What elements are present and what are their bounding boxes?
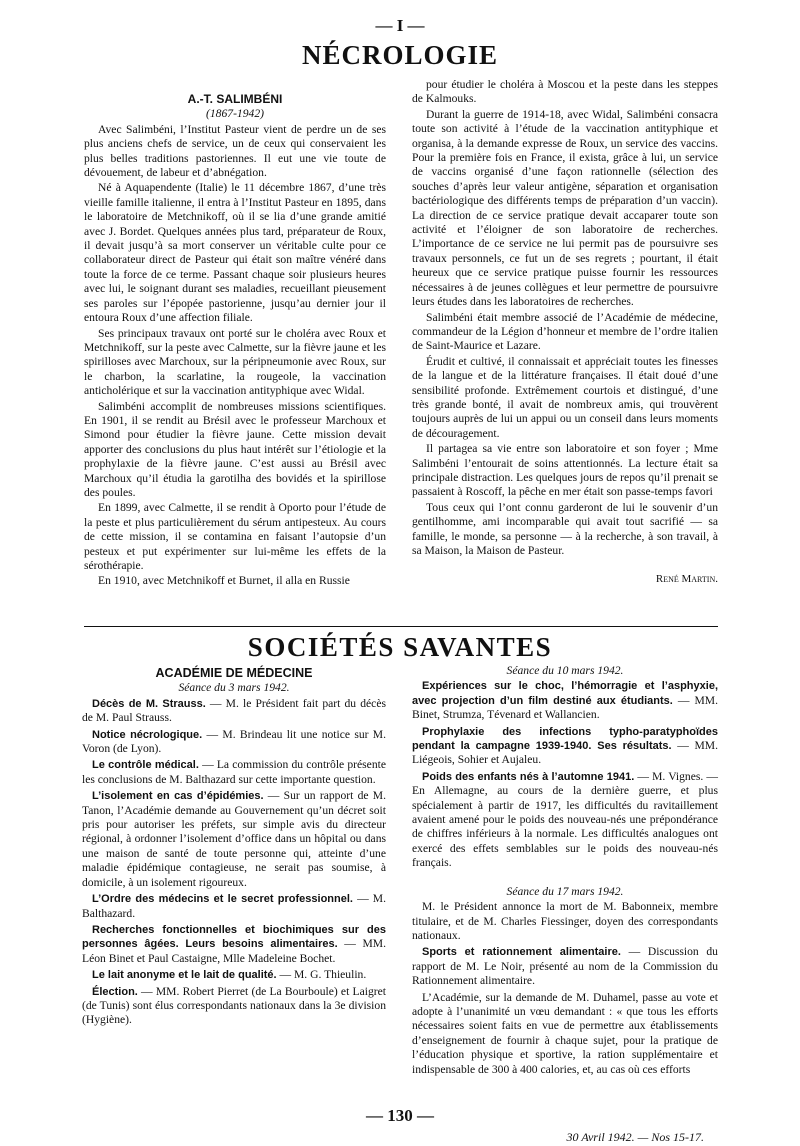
entry-title: Recherches fonctionnelles et biochimiques sur des personnes âgées. Leurs besoins alimentaires.: [82, 923, 386, 951]
entry-title: Expériences sur le choc, l’hémorragie et l’asphyxie, avec projection d’un film destiné aux étudiants.: [412, 680, 718, 707]
session-entry: [82, 968, 386, 982]
necrology-paragraphs-continued: [412, 78, 718, 558]
issue-date: 30 Avril 1942. — Nos 15-17.: [566, 1130, 704, 1144]
section-title-societes: SOCIÉTÉS SAVANTES: [247, 632, 553, 662]
section-title-necrologie: NÉCROLOGIE: [301, 40, 499, 70]
session-entries: [412, 900, 718, 1077]
session-entry: [412, 900, 718, 943]
entry-text: — MM. Binet, Strumza, Tévenard et Wallancien.: [412, 693, 718, 722]
session-entry: [412, 991, 718, 1077]
session-entry: [82, 892, 386, 921]
session-entry: [82, 758, 386, 787]
session-entry: [82, 985, 386, 1028]
entry-text: — MM. Léon Binet et Paul Castaigne, Mlle Madeleine Bochet.: [82, 937, 386, 965]
session-entry: [82, 728, 386, 757]
page-mark: — I —: [375, 16, 425, 35]
session-heading: Séance du 17 mars 1942.: [506, 884, 624, 898]
entry-text: — MM. Liégeois, Sohier et Aujaleu.: [412, 739, 718, 767]
paragraph: Salimbéni était membre associé de l’Académie de médecine, commandeur de la Légion d’honneur et membre de l’ordre italien de Saint-Maurice et Lazare.: [412, 310, 718, 353]
paragraph: Durant la guerre de 1914-18, avec Widal, Salimbéni consacra toute son activité à l’étude de la vaccination antityphique et organisa, à la demande expresse de Roux, un service des vaccins. Pour la première fois en France, il exista, grâce à lui, un service de vaccins organisé d’une façon rationnelle (sélection des souches d’après leur valeur antigène, séparation et organisation bactériologique des différents temps de préparation d’un vaccin). La direction de ce service pratique devait accaparer toute son activité et l’éloigner de son laboratoire de recherches. L’importance de ce service ne lui permit pas de poursuivre ses travaux personnels, ce fut un de ses regrets ; pourtant, il était heureux que ce service pratique puisse fournir les ressources nécessaires à de jeunes collègues et leur permettre de poursuivre leurs études dans les laboratoires de recherches.: [412, 107, 718, 309]
entry-text: M. le Président annonce la mort de M. Babonneix, membre titulaire, et de M. Charles Fiessinger, doyen des correspondants nationaux.: [412, 900, 718, 942]
session-entry: [82, 923, 386, 966]
entry-title: Prophylaxie des infections typho-paratyphoïdes pendant la campagne 1939-1940. Ses résultats.: [412, 725, 718, 753]
necrology-right-column: [412, 78, 718, 587]
paragraph: Tous ceux qui l’ont connu garderont de lui le souvenir d’un gentilhomme, ami incomparable qui avait tout sacrifié — sa famille, le monde, sa personne — à la recherche, à son travail, à sa Maison, la Maison de Pasteur.: [412, 500, 718, 557]
entry-title: Notice nécrologique.: [92, 728, 203, 741]
entry-text: — Sur un rapport de M. Tanon, l’Académie demande au Gouvernement qu’un décret soit pris pour autoriser les préfets, sur simple avis du directeur régional, à ordonner l’isolement d’office dans un hôpital ou dans une maison de santé de toute personne qui, atteinte d’une maladie épidémique contagieuse, ne serait pas soumise, à domicile, à un isolement rigoureux.: [82, 789, 386, 889]
entry-title: Sports et rationnement alimentaire.: [422, 946, 621, 959]
signature: René Martin.: [655, 573, 718, 586]
session-entries: [82, 697, 386, 1028]
entry-title: Le lait anonyme et le lait de qualité.: [92, 969, 277, 982]
session-entry: [412, 725, 718, 768]
paragraph: Ses principaux travaux ont porté sur le choléra avec Roux et Metchnikoff, sur la peste avec Calmette, sur la fièvre jaune et les spirilloses avec Marchoux, sur la péripneumonie avec Roux, sur le charbon, la scarlatine, la rougeole, la vaccination anticholérique et sur la vaccination antityphique avec Widal.: [84, 326, 386, 398]
article-dates: (1867-1942): [206, 107, 264, 121]
entry-title: Élection.: [92, 985, 138, 998]
entry-text: — M. le Président fait part du décès de M. Paul Strauss.: [82, 696, 386, 725]
session-entry: [412, 679, 718, 722]
necrology-paragraphs: [84, 123, 386, 589]
entry-text: — M. G. Thieulin.: [276, 968, 367, 982]
session-entry: [412, 770, 718, 871]
entry-text: — Discussion du rapport de M. Le Noir, présenté au nom de la Commission du Rationnement alimentaire.: [412, 945, 718, 988]
article-title: A.-T. SALIMBÉNI: [187, 92, 283, 106]
paragraph: pour étudier le choléra à Moscou et la peste dans les steppes de Kalmouks.: [412, 78, 718, 106]
session-entry: [412, 945, 718, 988]
session-heading: Séance du 3 mars 1942.: [178, 681, 290, 695]
necrology-left-column: [84, 92, 386, 590]
entry-title: Poids des enfants nés à l’automne 1941.: [422, 770, 635, 783]
session-entry: [82, 697, 386, 726]
paragraph: Il partagea sa vie entre son laboratoire et son foyer ; Mme Salimbéni l’entourait de soins attentionnés. La lecture était sa principale distraction. Les quelques jours de repos qu’il prenait se passaient à Roscoff, la pêche en mer était son passe-temps favori: [412, 442, 718, 499]
entry-text: — M. Vignes. — En Allemagne, au cours de la dernière guerre, et plus spécialement à partir de 1917, les difficultés du ravitaillement avaient amené pour le poids des nouveau-nés une prépondérance de chiffres inférieurs à la normale. Les difficultés analogues ont exercé des effets semblables sur le poids des nouveau-nés français.: [412, 769, 718, 870]
entry-text: — MM. Robert Pierret (de La Bourboule) et Laigret (de Tunis) sont élus correspondants nationaux dans la 3e division (Hygiène).: [82, 984, 386, 1027]
paragraph: Salimbéni accomplit de nombreuses missions scientifiques. En 1901, il se rendit au Brésil avec le professeur Marchoux et Simond pour étudier la fièvre jaune. Cette mission devait apporter des conclusions du plus haut intérêt sur l’étiologie et la prophylaxie de la fièvre jaune. C’est aussi au Brésil avec Marchoux qu’il étudia la garotilha des bovidés et la spirillose des poules.: [84, 399, 386, 499]
entry-text: — La commission du contrôle présente les conclusions de M. Balthazard sur cette importante question.: [82, 758, 386, 786]
academy-heading: ACADÉMIE DE MÉDECINE: [155, 666, 313, 680]
session-entries: [412, 679, 718, 870]
societies-left-column: [82, 666, 386, 1030]
session-entry: [82, 789, 386, 890]
entry-text: L’Académie, sur la demande de M. Duhamel, passe au vote et adopte à l’unanimité un vœu demandant : « que tous les efforts nécessaires soient faits en vue de permettre aux établissements d’enseignement de fournir à chaque sujet, pour la pratique de l’éducation physique et sportive, la ration supplémentaire et indispensable de 300 à 400 calories, et, au cas où ces efforts: [412, 990, 718, 1076]
paragraph: En 1910, avec Metchnikoff et Burnet, il alla en Russie: [98, 574, 350, 588]
entry-title: Le contrôle médical.: [92, 759, 199, 772]
entry-title: L’Ordre des médecins et le secret professionnel.: [92, 893, 353, 906]
session-heading: Séance du 10 mars 1942.: [506, 664, 624, 677]
entry-title: L’isolement en cas d’épidémies.: [92, 790, 264, 803]
entry-text: — M. Balthazard.: [82, 892, 386, 920]
paragraph: En 1899, avec Calmette, il se rendit à Oporto pour l’étude de la peste et plus particulièrement du sérum antipesteux. Au cours de cette mission, il se contamina en faisant l’autopsie d’un pesteux et put expérimenter sur lui-même les effets de la sérothérapie.: [84, 501, 386, 572]
societies-right-column: [412, 664, 718, 1079]
section-divider: [84, 626, 718, 627]
paragraph: Avec Salimbéni, l’Institut Pasteur vient de perdre un de ses plus anciens chefs de service, un de ceux qui conservaient les plus belles traditions pastoriennes. Il eut une vie toute de dévouement, de labeur et d’abnégation.: [84, 122, 386, 180]
paragraph: Né à Aquapendente (Italie) le 11 décembre 1867, d’une très vieille famille italienne, il entra à l’Institut Pasteur en 1895, dans le laboratoire de Metchnikoff, où il se lia d’une grande amitié avec J. Bordet. Quelques années plus tard, préparateur de Roux, il devait jusqu’à sa mort conserver un véritable culte pour ce collaborateur direct de Pasteur qui était son maître vénéré dans toute la force de ce terme. Passant chaque soir plusieurs heures avec lui, le soignant durant ses maladies, recueillant pieusement ses paroles sur l’épopée pastorienne, jusqu’au dernier jour il entoura Roux d’une affection filiale.: [84, 181, 386, 325]
paragraph: Érudit et cultivé, il connaissait et appréciait toutes les finesses de la langue et de la littérature françaises. Il était doué d’une sensibilité profonde. Extrêmement courtois et distingué, d’une très grande bonté, il avait de nombreux amis, qui trouvèrent toujours auprès de lui un appui ou un conseil dans leurs moments de découragement.: [412, 354, 718, 440]
page-number: — 130 —: [366, 1106, 434, 1125]
entry-title: Décès de M. Strauss.: [92, 697, 206, 710]
entry-text: — M. Brindeau lit une notice sur M. Voron (de Lyon).: [82, 727, 387, 756]
